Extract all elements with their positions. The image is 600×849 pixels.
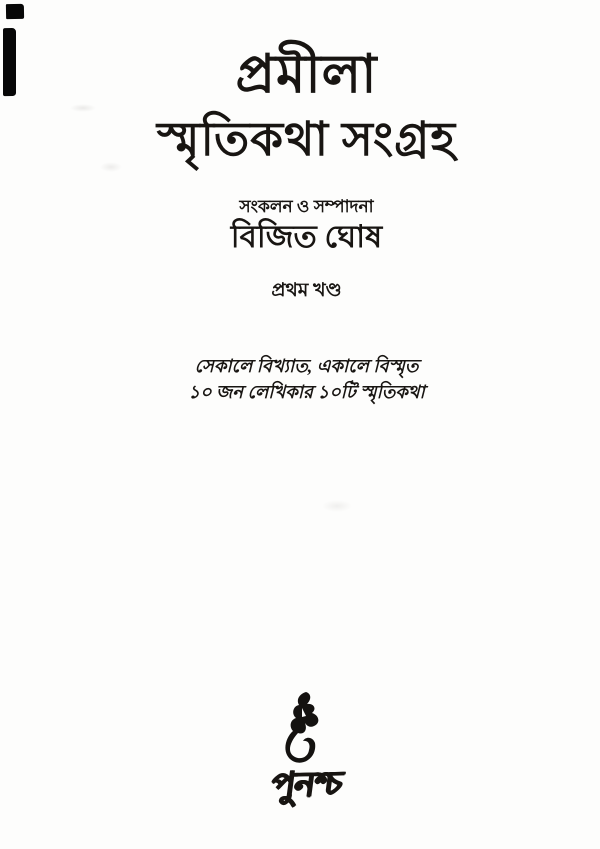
tagline-line2: ১০ জন লেখিকার ১০টি স্মৃতিকথা — [188, 382, 425, 402]
publisher-logotype: পুনশ্চ — [269, 764, 344, 805]
book-title-line2: স্মৃতিকথা সংগ্রহ — [156, 114, 457, 166]
publisher-logo-icon — [281, 691, 329, 767]
volume-label: প্রথম খণ্ড — [271, 280, 342, 301]
editor-role-label: সংকলন ও সম্পাদনা — [239, 197, 374, 216]
book-title-line1: প্রমীলা — [235, 46, 378, 104]
paper-smudge — [322, 500, 352, 512]
tagline-line1: সেকালে বিখ্যাত, একালে বিস্মৃত — [194, 356, 419, 376]
scan-artifact-square — [6, 4, 24, 19]
editor-name: বিজিত ঘোষ — [230, 219, 383, 254]
